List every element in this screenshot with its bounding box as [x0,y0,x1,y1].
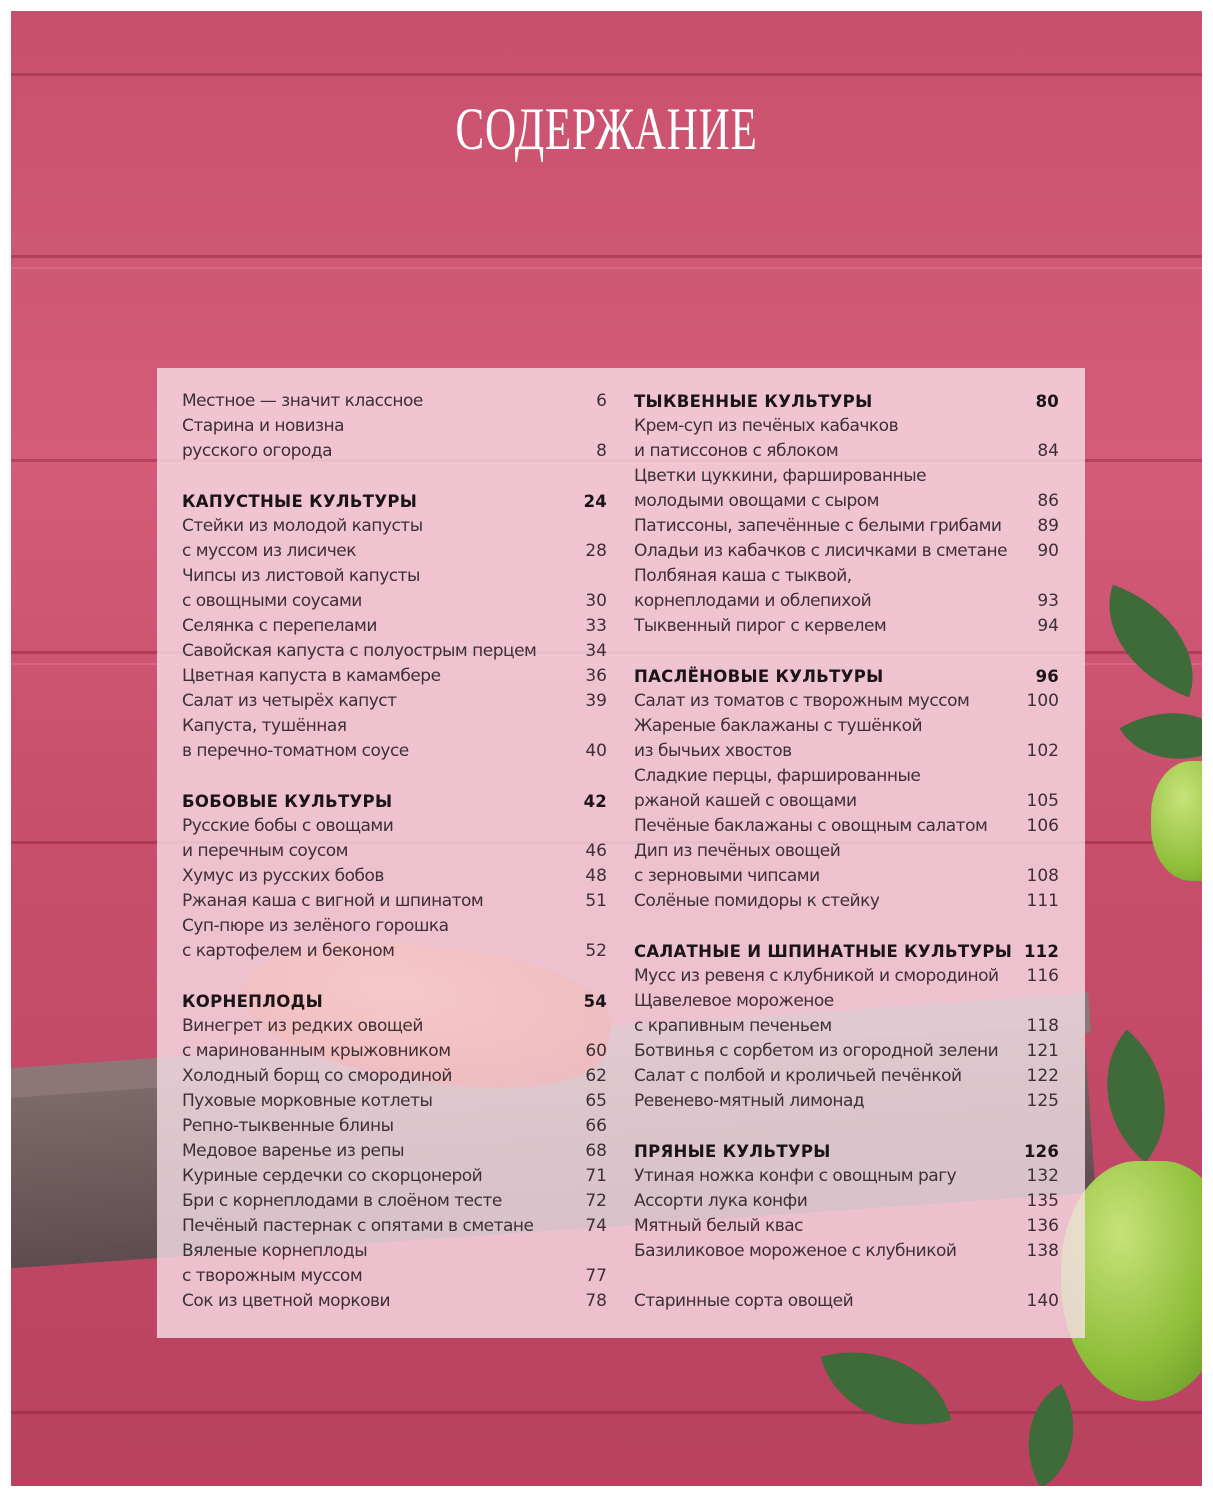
page-number: 96 [1035,667,1059,686]
page-number: 62 [585,1066,607,1086]
entry-text: с творожным муссом [182,1266,363,1286]
page-number: 86 [1037,491,1059,511]
contents-line [182,564,607,589]
entry-text: Мусс из ревеня с клубникой и смородиной [634,966,999,986]
entry-text: Русские бобы с овощами [182,816,394,836]
section-title: ТЫКВЕННЫЕ КУЛЬТУРЫ [634,392,873,411]
entry-text: русского огорода [182,441,333,461]
entry-text: с муссом из лисичек [182,541,357,561]
entry-text: Мятный белый квас [634,1216,804,1236]
section-title: ПРЯНЫЕ КУЛЬТУРЫ [634,1142,831,1161]
contents-line [634,864,1059,889]
entry-text: Репно-тыквенные блины [182,1116,394,1136]
entry-text: с картофелем и беконом [182,941,395,961]
contents-line [182,514,607,539]
section-title: КОРНЕПЛОДЫ [182,992,324,1011]
page-number: 126 [1023,1142,1059,1161]
entry-text: Печёные баклажаны с овощным салатом [634,816,988,836]
page-number: 40 [585,741,607,761]
section-heading [634,389,1059,414]
entry-text: Цветки цуккини, фаршированные [634,466,927,486]
contents-line [634,839,1059,864]
section-heading [634,1139,1059,1164]
wood-plank-seam [11,73,1202,76]
entry-text: Салат из четырёх капуст [182,691,397,711]
page-number: 90 [1037,541,1059,561]
entry-text: с маринованным крыжовником [182,1041,451,1061]
entry-text: Печёный пастернак с опятами в сметане [182,1216,534,1236]
contents-line [182,614,607,639]
contents-line [182,1239,607,1264]
entry-text: Пуховые морковные котлеты [182,1091,433,1111]
spacer [182,464,607,489]
contents-line [634,539,1059,564]
page-number: 116 [1026,966,1059,986]
wood-plank-seam [11,1411,1202,1414]
contents-line [182,814,607,839]
page-number: 136 [1026,1216,1059,1236]
entry-text: с крапивным печеньем [634,1016,832,1036]
entry-text: и перечным соусом [182,841,348,861]
page-number: 105 [1026,791,1059,811]
contents-line [182,739,607,764]
entry-text: Вяленые корнеплоды [182,1241,368,1261]
entry-text: Чипсы из листовой капусты [182,566,420,586]
contents-line [634,589,1059,614]
section-title: БОБОВЫЕ КУЛЬТУРЫ [182,792,393,811]
entry-text: Сок из цветной моркови [182,1291,391,1311]
page-number: 89 [1037,516,1059,536]
contents-line [182,1089,607,1114]
entry-text: Базиликовое мороженое с клубникой [634,1241,957,1261]
page-number: 84 [1037,441,1059,461]
contents-line [182,439,607,464]
green-pepper-image [1151,761,1202,881]
entry-text: Старина и новизна [182,416,345,436]
section-heading [634,664,1059,689]
page-number: 72 [585,1191,607,1211]
wood-plank-seam [11,255,1202,258]
entry-text: Холодный борщ со смородиной [182,1066,452,1086]
page-number: 111 [1026,891,1059,911]
page-number: 118 [1026,1016,1059,1036]
page-number: 71 [585,1166,607,1186]
contents-line [182,589,607,614]
page-number: 125 [1026,1091,1059,1111]
page-number: 140 [1026,1291,1059,1311]
contents-line [634,689,1059,714]
entry-text: Капуста, тушённая [182,716,347,736]
contents-line [634,464,1059,489]
contents-line [182,714,607,739]
page-number: 108 [1026,866,1059,886]
page-number: 138 [1026,1241,1059,1261]
entry-text: Винегрет из редких овощей [182,1016,423,1036]
page-number: 34 [585,641,607,661]
section-heading [634,939,1059,964]
entry-text: Медовое варенье из репы [182,1141,405,1161]
contents-line [182,939,607,964]
contents-line [182,414,607,439]
entry-text: Селянка с перепелами [182,616,377,636]
entry-text: Ботвинья с сорбетом из огородной зелени [634,1041,999,1061]
page-number: 51 [585,891,607,911]
spacer [634,1114,1059,1139]
entry-text: Жареные баклажаны с тушёнкой [634,716,923,736]
entry-text: Ассорти лука конфи [634,1191,808,1211]
contents-line [634,1089,1059,1114]
spacer [182,764,607,789]
entry-text: и патиссонов с яблоком [634,441,839,461]
contents-line [182,389,607,414]
entry-text: Савойская капуста с полуострым перцем [182,641,537,661]
contents-line [634,1039,1059,1064]
page-number: 66 [585,1116,607,1136]
page-number: 77 [585,1266,607,1286]
contents-line [634,739,1059,764]
contents-panel [157,368,1085,1338]
contents-line [634,1239,1059,1264]
page-title: СОДЕРЖАНИЕ [455,96,758,162]
page-number: 54 [583,992,607,1011]
contents-line [634,1189,1059,1214]
page-number: 52 [585,941,607,961]
entry-text: с овощными соусами [182,591,362,611]
page-number: 78 [585,1291,607,1311]
section-title: ПАСЛЁНОВЫЕ КУЛЬТУРЫ [634,667,884,686]
entry-text: из бычьих хвостов [634,741,792,761]
contents-line [182,1289,607,1314]
page-number: 106 [1026,816,1059,836]
contents-line [182,914,607,939]
contents-line [182,1164,607,1189]
section-title: КАПУСТНЫЕ КУЛЬТУРЫ [182,492,418,511]
page-number: 39 [585,691,607,711]
page-number: 93 [1037,591,1059,611]
entry-text: Крем-суп из печёных кабачков [634,416,899,436]
leaf-image [1086,585,1202,698]
entry-text: Бри с корнеплодами в слоёном тесте [182,1191,502,1211]
contents-line [634,489,1059,514]
entry-text: Щавелевое мороженое [634,991,834,1011]
contents-line [182,1014,607,1039]
contents-line [182,839,607,864]
section-heading [182,989,607,1014]
page-number: 46 [585,841,607,861]
page-number: 33 [585,616,607,636]
section-heading [182,489,607,514]
page-number: 132 [1026,1166,1059,1186]
contents-line [182,1214,607,1239]
page-number: 74 [585,1216,607,1236]
contents-line [182,1039,607,1064]
entry-text: Дип из печёных овощей [634,841,841,861]
entry-text: Патиссоны, запечённые с белыми грибами [634,516,1002,536]
contents-line [634,889,1059,914]
page-number: 6 [596,391,607,411]
entry-text: Оладьи из кабачков с лисичками в сметане [634,541,1008,561]
page-number: 121 [1026,1041,1059,1061]
leaf-image [1001,1384,1102,1486]
entry-text: Солёные помидоры к стейку [634,891,880,911]
contents-line [634,564,1059,589]
page-number: 94 [1037,616,1059,636]
contents-line [182,539,607,564]
entry-text: Цветная капуста в камамбере [182,666,441,686]
entry-text: Куриные сердечки со скорцонерой [182,1166,483,1186]
page-number: 8 [596,441,607,461]
contents-line [634,1289,1059,1314]
entry-text: корнеплодами и облепихой [634,591,872,611]
spacer [634,639,1059,664]
contents-line [182,639,607,664]
contents-line [634,614,1059,639]
contents-line [182,1189,607,1214]
contents-line [634,764,1059,789]
contents-line [634,1214,1059,1239]
contents-line [634,1064,1059,1089]
contents-line [634,714,1059,739]
page-number: 100 [1026,691,1059,711]
spacer [634,914,1059,939]
contents-line [634,789,1059,814]
page-number: 48 [585,866,607,886]
wood-plank-seam [11,267,1202,269]
contents-line [182,889,607,914]
entry-text: Местное — значит классное [182,391,423,411]
contents-line [634,814,1059,839]
contents-column-right [634,389,1059,1314]
contents-line [634,514,1059,539]
contents-line [182,1139,607,1164]
entry-text: Ревенево-мятный лимонад [634,1091,865,1111]
entry-text: Ржаная каша с вигной и шпинатом [182,891,484,911]
leaf-image [821,1328,952,1448]
page-number: 36 [585,666,607,686]
contents-line [182,1114,607,1139]
spacer [182,964,607,989]
entry-text: Сладкие перцы, фаршированные [634,766,921,786]
book-page [11,11,1202,1486]
entry-text: Салат с полбой и кроличьей печёнкой [634,1066,962,1086]
page-number: 122 [1026,1066,1059,1086]
contents-line [182,1064,607,1089]
page-number: 30 [585,591,607,611]
contents-line [634,414,1059,439]
page-number: 28 [585,541,607,561]
contents-line [634,1164,1059,1189]
entry-text: Хумус из русских бобов [182,866,384,886]
entry-text: Стейки из молодой капусты [182,516,423,536]
page-number: 68 [585,1141,607,1161]
page-number: 42 [583,792,607,811]
page-number: 24 [583,492,607,511]
entry-text: Суп-пюре из зелёного горошка [182,916,449,936]
page-number: 102 [1026,741,1059,761]
entry-text: Салат из томатов с творожным муссом [634,691,970,711]
entry-text: Утиная ножка конфи с овощным рагу [634,1166,957,1186]
contents-line [634,439,1059,464]
entry-text: Тыквенный пирог с кервелем [634,616,887,636]
entry-text: в перечно-томатном соусе [182,741,409,761]
entry-text: молодыми овощами с сыром [634,491,880,511]
contents-line [182,689,607,714]
contents-line [182,664,607,689]
entry-text: Старинные сорта овощей [634,1291,854,1311]
contents-line [634,964,1059,989]
page-number: 60 [585,1041,607,1061]
page-number: 65 [585,1091,607,1111]
contents-line [182,1264,607,1289]
contents-line [634,989,1059,1014]
section-heading [182,789,607,814]
contents-line [634,1014,1059,1039]
entry-text: Полбяная каша с тыквой, [634,566,852,586]
section-title: САЛАТНЫЕ И ШПИНАТНЫЕ КУЛЬТУРЫ [634,942,1013,961]
page-number: 80 [1035,392,1059,411]
page-number: 135 [1026,1191,1059,1211]
page-number: 112 [1023,942,1059,961]
entry-text: с зерновыми чипсами [634,866,820,886]
entry-text: ржаной кашей с овощами [634,791,857,811]
contents-column-left [182,389,607,1314]
contents-line [182,864,607,889]
spacer [634,1264,1059,1289]
